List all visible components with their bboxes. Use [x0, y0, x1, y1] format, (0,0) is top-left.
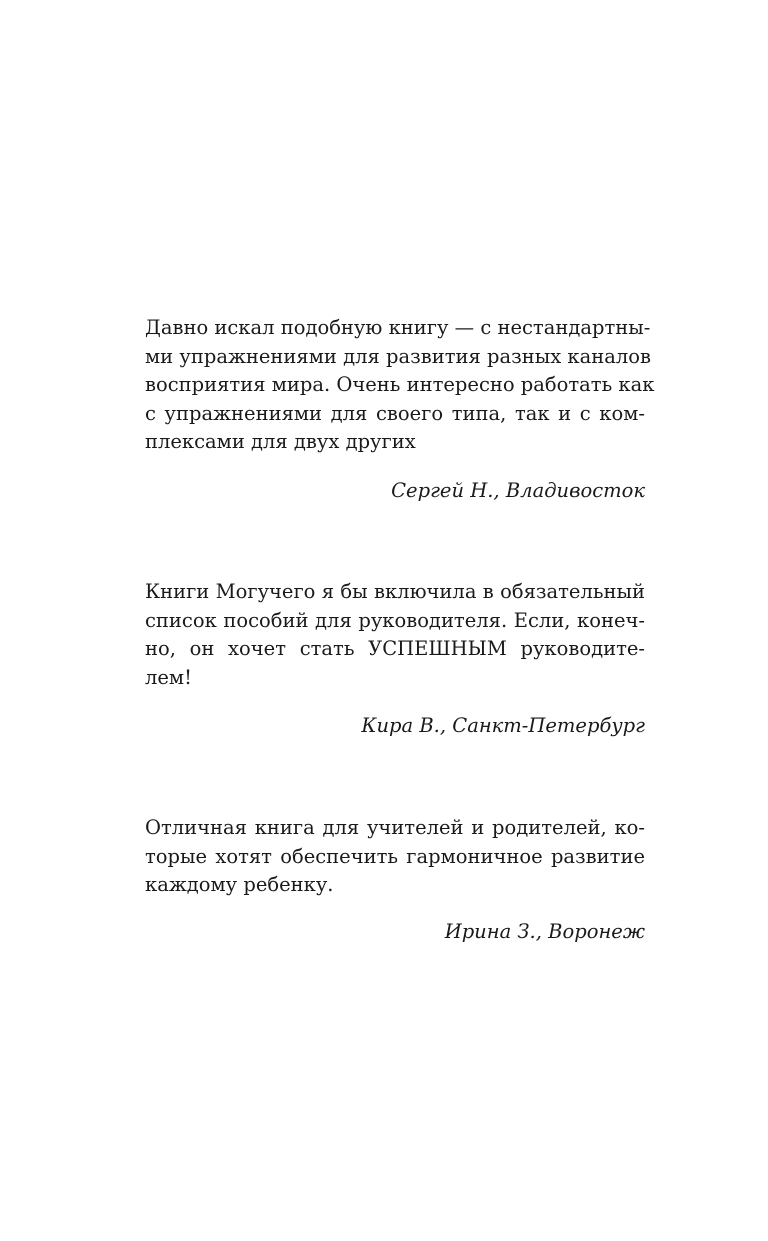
- review-line: список пособий для руководителя. Если, конеч-: [145, 608, 645, 632]
- review-author: Сергей Н., Владивосток: [391, 478, 645, 502]
- review-text: [145, 814, 645, 900]
- review-line: ми упражнениями для развития разных каналов: [145, 344, 651, 368]
- review-author: Кира В., Санкт-Петербург: [361, 714, 645, 737]
- review-line: но, он хочет стать УСПЕШНЫМ руководите-: [145, 637, 645, 660]
- review-line: Отличная книга для учителей и родителей, ко-: [145, 816, 645, 839]
- review-text: [145, 314, 655, 457]
- review-line: восприятия мира. Очень интересно работать как: [145, 373, 655, 396]
- review-author: Ирина З., Воронеж: [444, 919, 645, 943]
- review-3: [145, 814, 645, 946]
- review-line: торые хотят обеспечить гармоничное развитие: [145, 844, 645, 868]
- review-line: Книги Могучего я бы включила в обязательный: [145, 580, 645, 603]
- review-text: [145, 578, 645, 692]
- review-line: плексами для двух других: [145, 430, 416, 453]
- review-1: [145, 314, 655, 505]
- review-line: с упражнениями для своего типа, так и с ком-: [145, 401, 645, 425]
- review-2: [145, 578, 645, 740]
- review-line: лем!: [145, 665, 192, 689]
- review-line: каждому ребенку.: [145, 873, 334, 896]
- review-line: Давно искал подобную книгу — с нестандартны-: [145, 316, 651, 339]
